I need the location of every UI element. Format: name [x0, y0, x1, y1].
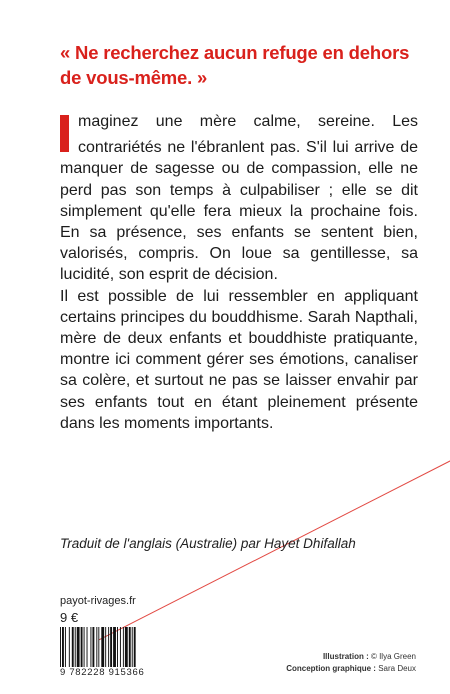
- blurb-paragraph-1: [60, 111, 418, 286]
- cover-quote: « Ne recherchez aucun refuge en dehors de vous-même. »: [60, 42, 410, 88]
- translation-credit: Traduit de l'anglais (Australie) par Hayet Dhifallah: [60, 536, 356, 551]
- red-bar-dropcap: [60, 115, 69, 152]
- paragraph-1-text: maginez une mère calme, sereine. Les contrariétés ne l'ébranlent pas. S'il lui arrive de manquer de sagesse ou de compassion, elle ne perd pas son temps à culpabiliser ; elle se dit simplement qu'elle fera mieux la prochaine fois. En sa présence, ses enfants se sentent bien, valorisés, compris. On loue sa gentillesse, sa lucidité, son esprit de décision.: [60, 113, 418, 284]
- publisher-site: payot-rivages.fr: [60, 595, 136, 607]
- blurb: [60, 111, 418, 434]
- isbn-number: 9 782228 915366: [60, 667, 145, 678]
- blurb-paragraph-2: Il est possible de lui ressembler en appliquant certains principes du bouddhisme. Sarah Napthali, mère de deux enfants et bouddhiste pratiquante, montre ici comment gérer ses émotions, canaliser sa colère, et surtout ne pas se laisser envahir par ses enfants tout en étant pleinement présente dans les moments importants.: [60, 287, 418, 432]
- illustration-credit: Illustration : © Ilya Green: [322, 652, 416, 661]
- design-credit: Conception graphique : Sara Deux: [286, 664, 416, 673]
- isbn-barcode: [60, 627, 160, 667]
- credits: [286, 651, 416, 675]
- price: 9 €: [60, 610, 79, 625]
